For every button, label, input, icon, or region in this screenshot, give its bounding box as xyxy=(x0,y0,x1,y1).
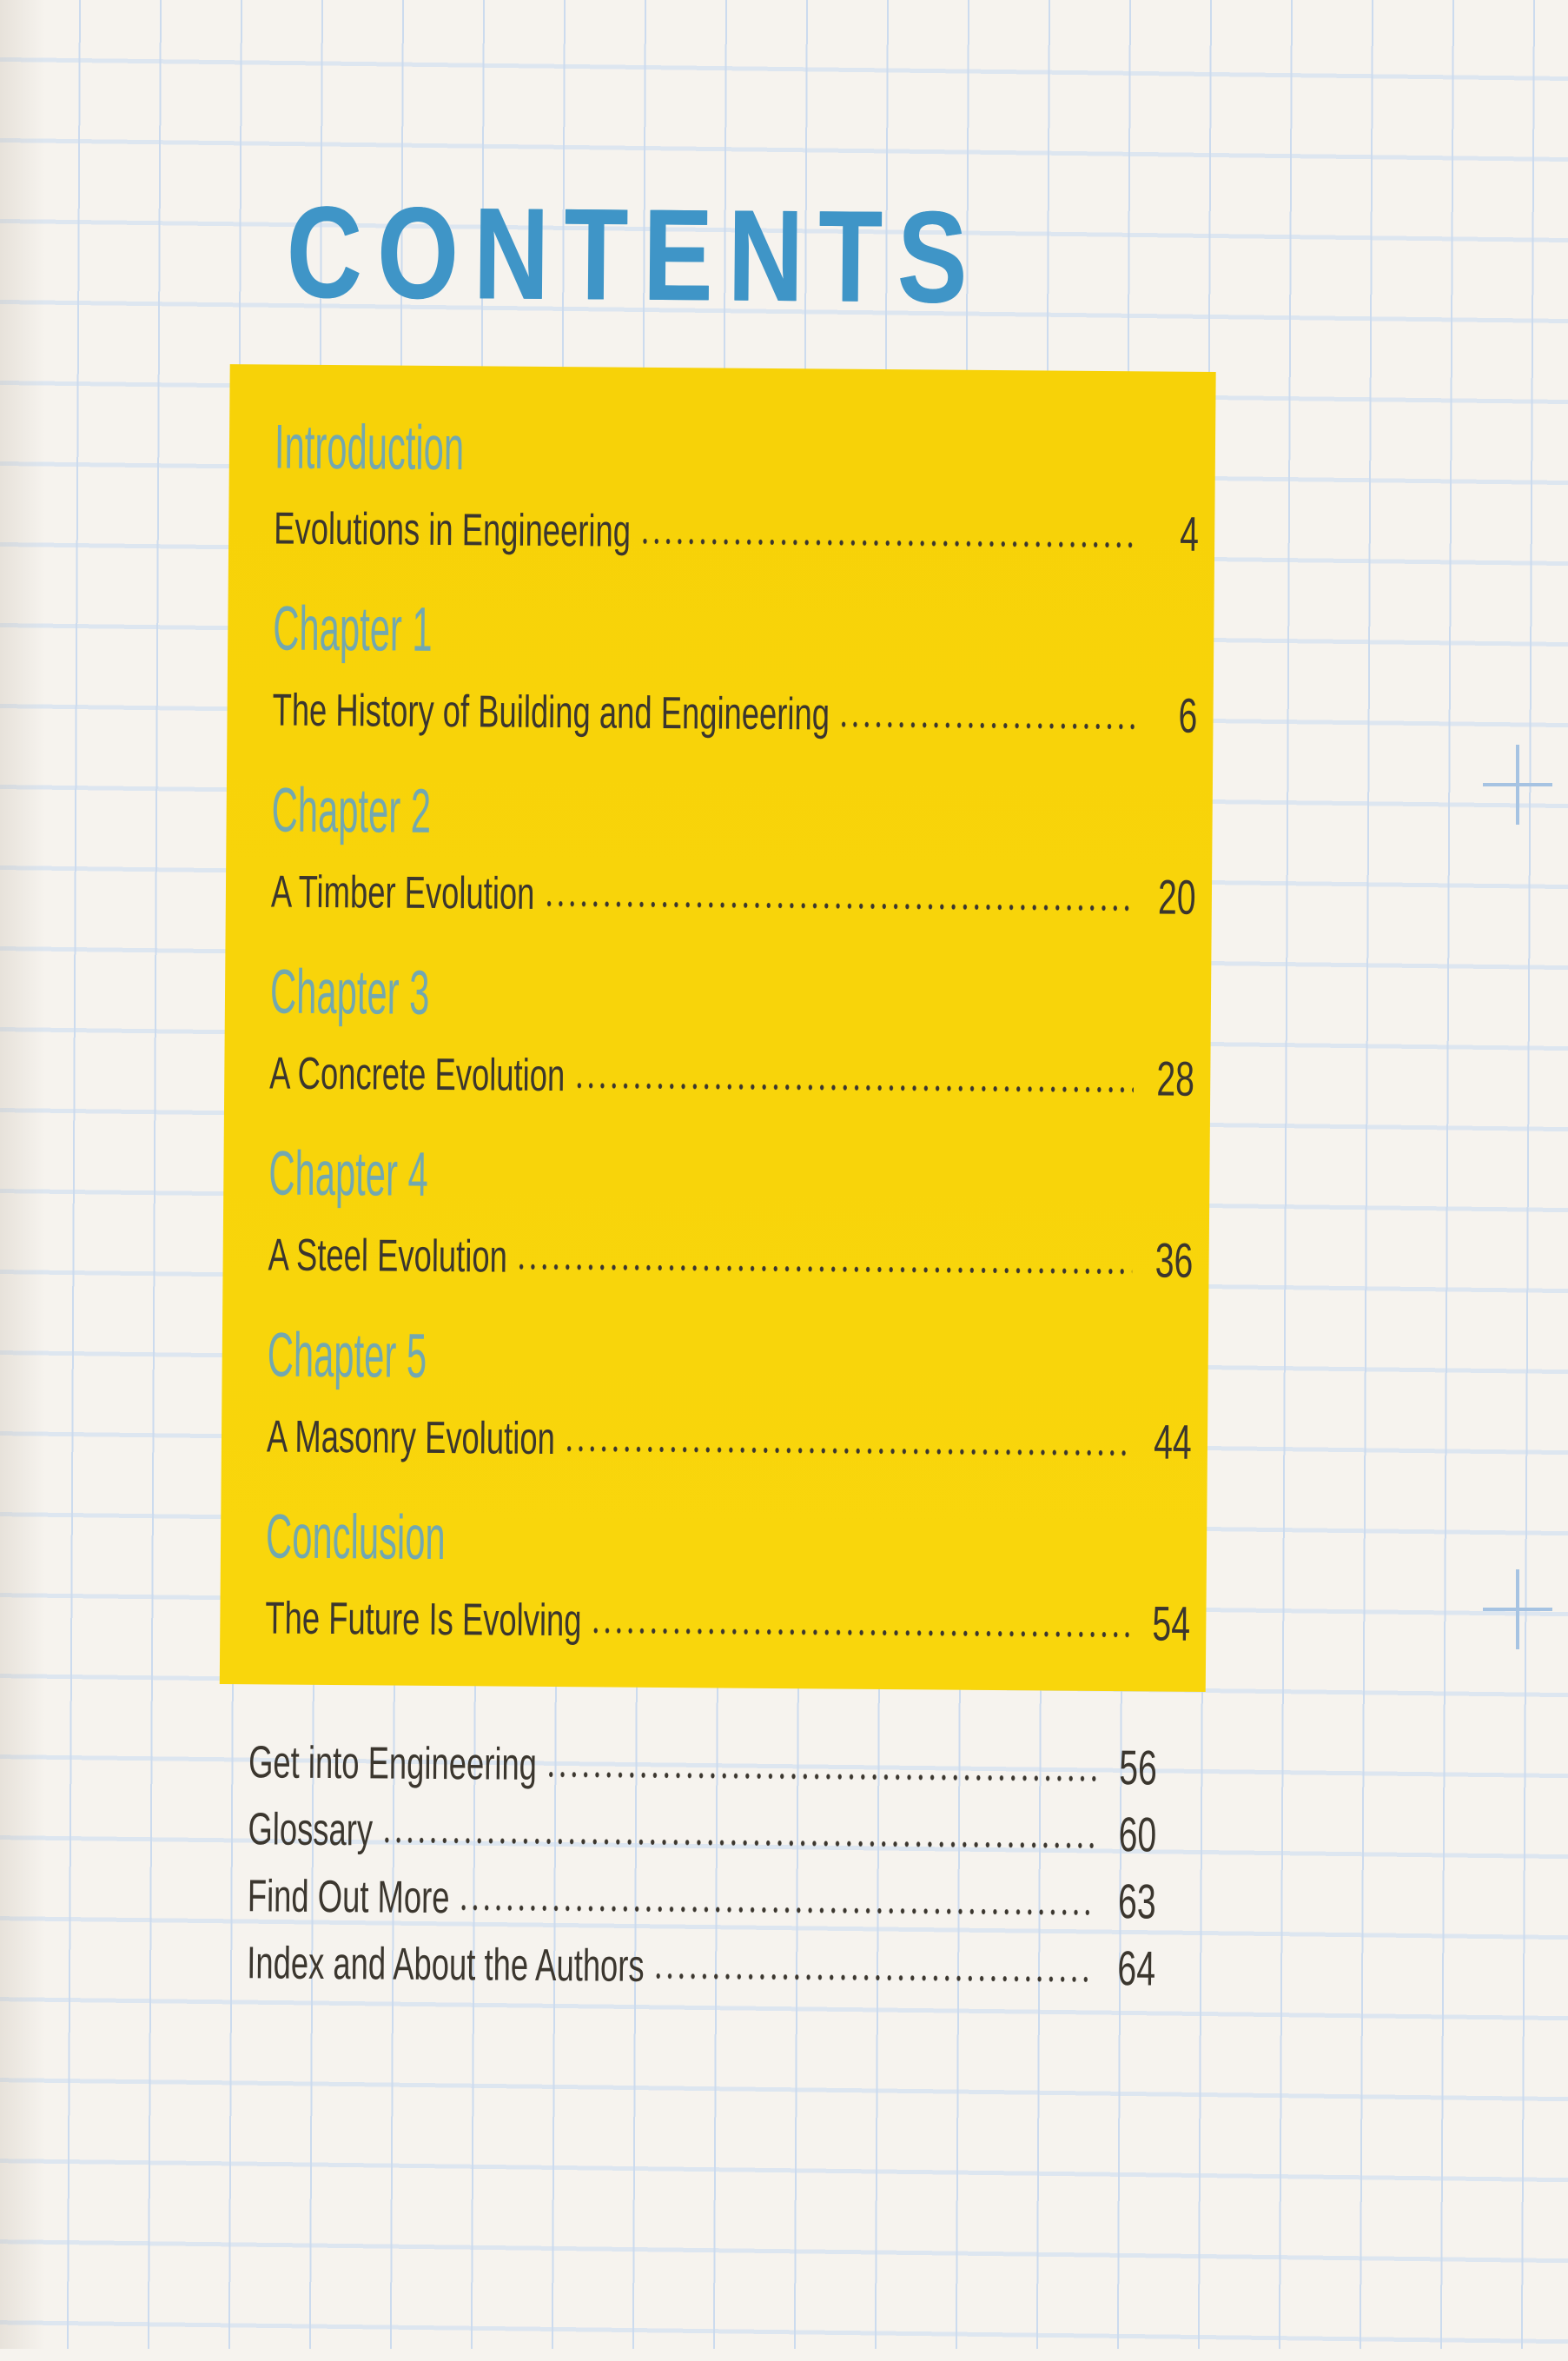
entry-label: A Timber Evolution xyxy=(270,866,535,919)
entry-page-number: 20 xyxy=(1157,869,1196,925)
toc-entry-row xyxy=(265,1589,1190,1650)
leader-dots xyxy=(379,1801,1096,1860)
section-heading: Chapter 5 xyxy=(267,1320,427,1391)
entry-label: Evolutions in Engineering xyxy=(274,503,632,557)
entry-label: The History of Building and Engineering xyxy=(272,685,830,740)
section-heading: Chapter 3 xyxy=(269,957,430,1028)
back-matter-list xyxy=(247,1734,1546,2012)
toc-section-chapter-3 xyxy=(269,958,1195,1105)
entry-page-number: 44 xyxy=(1153,1414,1192,1469)
entry-page-number: 36 xyxy=(1154,1232,1194,1288)
section-heading: Chapter 4 xyxy=(268,1138,429,1210)
toc-entry-row xyxy=(274,500,1199,560)
entry-label: Glossary xyxy=(248,1804,374,1856)
entry-page-number: 6 xyxy=(1178,687,1198,743)
entry-page-number: 4 xyxy=(1179,506,1200,561)
toc-entry-row xyxy=(272,681,1197,742)
section-heading: Introduction xyxy=(274,412,465,484)
toc-entry-row xyxy=(269,1045,1194,1105)
leader-dots xyxy=(836,686,1137,743)
leader-dots xyxy=(543,1736,1096,1794)
leader-dots xyxy=(455,1869,1095,1928)
leader-dots xyxy=(637,503,1138,561)
toc-section-chapter-5 xyxy=(267,1321,1193,1469)
entry-page-number: 60 xyxy=(1118,1807,1157,1862)
back-matter-row xyxy=(247,1934,1155,1995)
leader-dots xyxy=(540,865,1135,924)
toc-section-chapter-2 xyxy=(271,776,1197,924)
leader-dots xyxy=(587,1592,1129,1650)
toc-section-chapter-4 xyxy=(268,1139,1194,1287)
toc-entry-row xyxy=(271,863,1196,924)
toc-section-conclusion xyxy=(265,1502,1191,1650)
entry-label: A Concrete Evolution xyxy=(269,1048,566,1102)
entry-label: Find Out More xyxy=(247,1871,450,1924)
leader-dots xyxy=(571,1047,1134,1105)
leader-dots xyxy=(561,1410,1131,1469)
toc-panel xyxy=(220,364,1216,1692)
back-matter-row xyxy=(248,1867,1156,1928)
section-heading: Conclusion xyxy=(265,1502,447,1574)
toc-section-introduction xyxy=(274,413,1200,560)
entry-page-number: 56 xyxy=(1119,1740,1158,1795)
section-heading: Chapter 1 xyxy=(273,594,433,665)
entry-page-number: 54 xyxy=(1152,1595,1191,1651)
entry-page-number: 28 xyxy=(1156,1051,1195,1106)
toc-section-chapter-1 xyxy=(272,594,1198,742)
entry-label: Index and About the Authors xyxy=(247,1938,645,1992)
leader-dots xyxy=(650,1938,1095,1995)
toc-entry-row xyxy=(267,1408,1192,1469)
toc-entry-row xyxy=(268,1226,1193,1287)
entry-label: The Future Is Evolving xyxy=(265,1593,582,1647)
back-matter-row xyxy=(248,1801,1156,1861)
page-title: CONTENTS xyxy=(286,178,983,330)
entry-page-number: 64 xyxy=(1117,1940,1156,1996)
section-heading: Chapter 2 xyxy=(271,775,432,846)
entry-label: A Steel Evolution xyxy=(268,1230,508,1283)
entry-label: A Masonry Evolution xyxy=(266,1411,556,1465)
entry-page-number: 63 xyxy=(1117,1874,1156,1929)
back-matter-row xyxy=(248,1734,1157,1794)
leader-dots xyxy=(513,1229,1133,1288)
entry-label: Get into Engineering xyxy=(248,1737,538,1790)
